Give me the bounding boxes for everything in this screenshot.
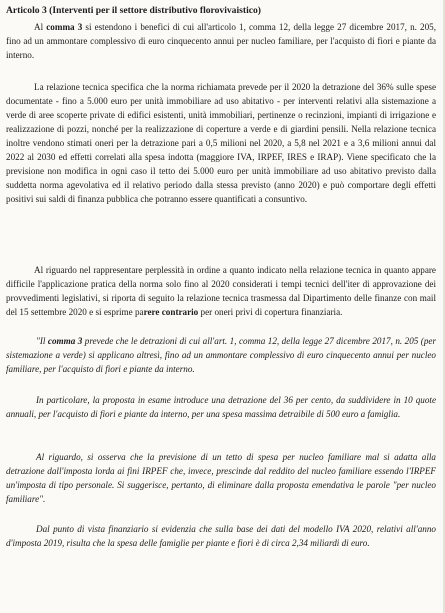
- text-run: prevede che le detrazioni di cui all'art. 1, comma 12, della legge 27 dicembre 2017, n. 205 (per sistemazione a verde) si applicano altresì, fino ad un ammontare complessivo di euro cinquecento annui per nucleo familiare, per l'acquisto di fiori e piante da interno.: [6, 336, 437, 374]
- article-heading: Articolo 3 (Interventi per il settore distributivo florovivaistico): [6, 5, 261, 16]
- quote-paragraph-comma-3: [6, 334, 436, 376]
- bold-comma-3: comma 3: [46, 22, 83, 32]
- text-run: per oneri privi di copertura finanziaria.: [198, 307, 343, 317]
- text-run: Al: [34, 22, 47, 32]
- bold-comma-3-quote: comma 3: [47, 336, 83, 346]
- text-run: "Il: [36, 336, 48, 346]
- text-run: Al riguardo nel rappresentare perplessità in ordine a quanto indicato nella relazione tecnica in quanto appare difficile l'applicazione pratica della norma solo fino al 2020 considerati i tempi tecnici dell'iter di approvazione dei provvedimenti legislativi, si riporta di seguito la relazione tecnica trasmessa dal Dipartimento delle finanze con mail del 15 settembre 2020 e si esprime pa: [6, 265, 436, 317]
- paragraph-comma-3-summary: [6, 20, 436, 62]
- quote-paragraph-in-particolare: In particolare, la proposta in esame introduce una detrazione del 36 per cento, da suddividere in 10 quote annuali, per l'acquisto di fiori e piante da interno, per una spesa massima detraibile di 500 euro a famiglia.: [6, 395, 436, 419]
- bold-parere-contrario: rere contrario: [143, 307, 199, 317]
- paragraph-al-riguardo: [6, 263, 436, 319]
- quote-paragraph-finanziario: Dal punto di vista finanziario si evidenzia che sulla base dei dati del modello IVA 2020, relativi all'anno d'imposta 2019, risulta che la spesa delle famiglie per piante e fiori è di circa 2,34 miliardi di euro.: [6, 524, 436, 548]
- paragraph-relazione-tecnica: La relazione tecnica specifica che la norma richiamata prevede per il 2020 la detrazione del 36% sulle spese documentate - fino a 5.000 euro per unità immobiliare ad uso abitativo - per interventi relativi alla sistemazione a verde di aree scoperte private di edifici esistenti, unità immobiliari, pertinenze o recinzioni, impianti di irrigazione e realizzazione di pozzi, nonché per la realizzazione di coperture a verde e di giardini pensili. Nella relazione tecnica inoltre vendono stimati oneri per la detrazione pari a 0,5 milioni nel 2020, a 5,8 nel 2021 e a 3,6 milioni annui dal 2022 al 2030 ed effetti correlati alla spesa indotta (maggiore IVA, IRPEF, IRES e IRAP). Viene specificato che la previsione non modifica in ogni caso il tetto dei 5.000 euro per unità immobiliare ad uso abitativo previsto dalla suddetta norma agevolativa ed il relativo periodo dalla stessa previsto (anno 2020) e può comportare degli effetti positivi sui saldi di finanza pubblica che potranno essere quantificati a consuntivo.: [6, 82, 436, 204]
- text-run: si estendono i benefici di cui all'articolo 1, comma 12, della legge 27 dicembre 2017, n. 205, fino ad un ammontare complessivo di euro cinquecento annui per nucleo familiare, per l'acquisto di fiori e piante da interno.: [6, 22, 436, 60]
- quote-paragraph-al-riguardo: Al riguardo, si osserva che la previsione di un tetto di spesa per nucleo familiare mal si adatta alla detrazione dall'imposta lorda ai fini IRPEF che, invece, prescinde dal reddito del nucleo familiare essendo l'IRPEF un'imposta di tipo personale. Si suggerisce, pertanto, di eliminare dalla proposta emendativa le parole "per nucleo familiare".: [6, 452, 436, 504]
